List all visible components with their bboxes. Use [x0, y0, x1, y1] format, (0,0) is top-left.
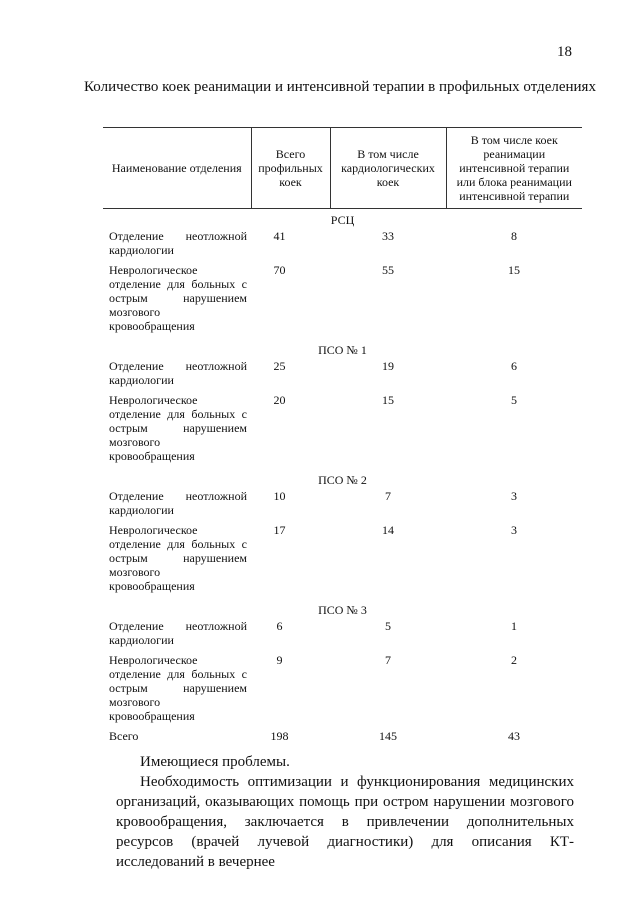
table-header-row	[103, 128, 582, 209]
icu-beds: 5	[511, 393, 517, 407]
total-beds: 25	[273, 359, 286, 373]
group-row	[103, 469, 582, 489]
header-cardio-beds: В том числе кардиологических коек	[330, 128, 446, 209]
cardio-beds: 55	[382, 263, 394, 277]
group-row	[103, 339, 582, 359]
total-beds-sum: 198	[270, 729, 289, 743]
icu-beds: 8	[511, 229, 517, 243]
department-name: Неврологическое отделение для больных с острым нарушением мозгового кровообращения	[109, 263, 247, 333]
icu-beds: 6	[511, 359, 517, 373]
page-number: 18	[557, 44, 572, 60]
group-row	[103, 599, 582, 619]
cardio-beds: 15	[382, 393, 394, 407]
department-name: Неврологическое отделение для больных с острым нарушением мозгового кровообращения	[109, 523, 247, 593]
icu-beds-sum: 43	[508, 729, 520, 743]
table-row	[103, 653, 582, 729]
total-beds: 10	[273, 489, 286, 503]
cardio-beds: 7	[385, 653, 391, 667]
table-body	[103, 209, 582, 750]
department-name: Отделение неотложной кардиологии	[109, 229, 247, 257]
table-row	[103, 263, 582, 339]
department-name: Отделение неотложной кардиологии	[109, 489, 247, 517]
header-icu-beds: В том числе коек реанимации интенсивной терапии или блока реанимации интенсивной терапии	[446, 128, 582, 209]
group-label: ПСО № 2	[318, 473, 367, 487]
total-beds: 20	[273, 393, 286, 407]
cardio-beds: 5	[385, 619, 391, 633]
header-department: Наименование отделения	[103, 128, 251, 209]
icu-beds: 3	[511, 523, 517, 537]
icu-beds: 3	[511, 489, 517, 503]
department-name: Отделение неотложной кардиологии	[109, 359, 247, 387]
group-label: ПСО № 3	[318, 603, 367, 617]
group-row	[103, 209, 582, 230]
total-beds: 70	[273, 263, 286, 277]
group-label: ПСО № 1	[318, 343, 367, 357]
department-name: Отделение неотложной кардиологии	[109, 619, 247, 647]
body-paragraph-text: Необходимость оптимизации и функционирования медицинских организаций, оказывающих помощь при остром нарушении мозгового кровообращения, заключается в привлечении дополнительных ресурсов (врачей лучевой диагностики) для описания КТ-исследований в вечернее	[116, 774, 574, 870]
body-paragraph	[116, 772, 574, 872]
total-beds: 6	[276, 619, 283, 633]
page-title: Количество коек реанимации и интенсивной терапии в профильных отделениях	[84, 79, 596, 95]
department-name: Неврологическое отделение для больных с острым нарушением мозгового кровообращения	[109, 653, 247, 723]
cardio-beds-sum: 145	[379, 729, 397, 743]
header-total-beds: Всего профильных коек	[251, 128, 330, 209]
icu-beds: 1	[511, 619, 517, 633]
table-row	[103, 229, 582, 263]
table-row	[103, 393, 582, 469]
total-beds: 9	[276, 653, 283, 667]
cardio-beds: 14	[382, 523, 394, 537]
table-row	[103, 359, 582, 393]
cardio-beds: 7	[385, 489, 391, 503]
department-name: Неврологическое отделение для больных с острым нарушением мозгового кровообращения	[109, 393, 247, 463]
cardio-beds: 33	[382, 229, 394, 243]
table-row	[103, 489, 582, 523]
table-row	[103, 619, 582, 653]
cardio-beds: 19	[382, 359, 394, 373]
total-label: Всего	[109, 729, 139, 743]
problems-heading: Имеющиеся проблемы.	[140, 754, 290, 770]
table-row	[103, 523, 582, 599]
icu-beds: 15	[508, 263, 520, 277]
total-beds: 17	[273, 523, 286, 537]
total-beds: 41	[273, 229, 286, 243]
beds-table	[103, 127, 582, 749]
group-label: РСЦ	[330, 213, 355, 227]
icu-beds: 2	[511, 653, 517, 667]
total-row	[103, 729, 582, 749]
